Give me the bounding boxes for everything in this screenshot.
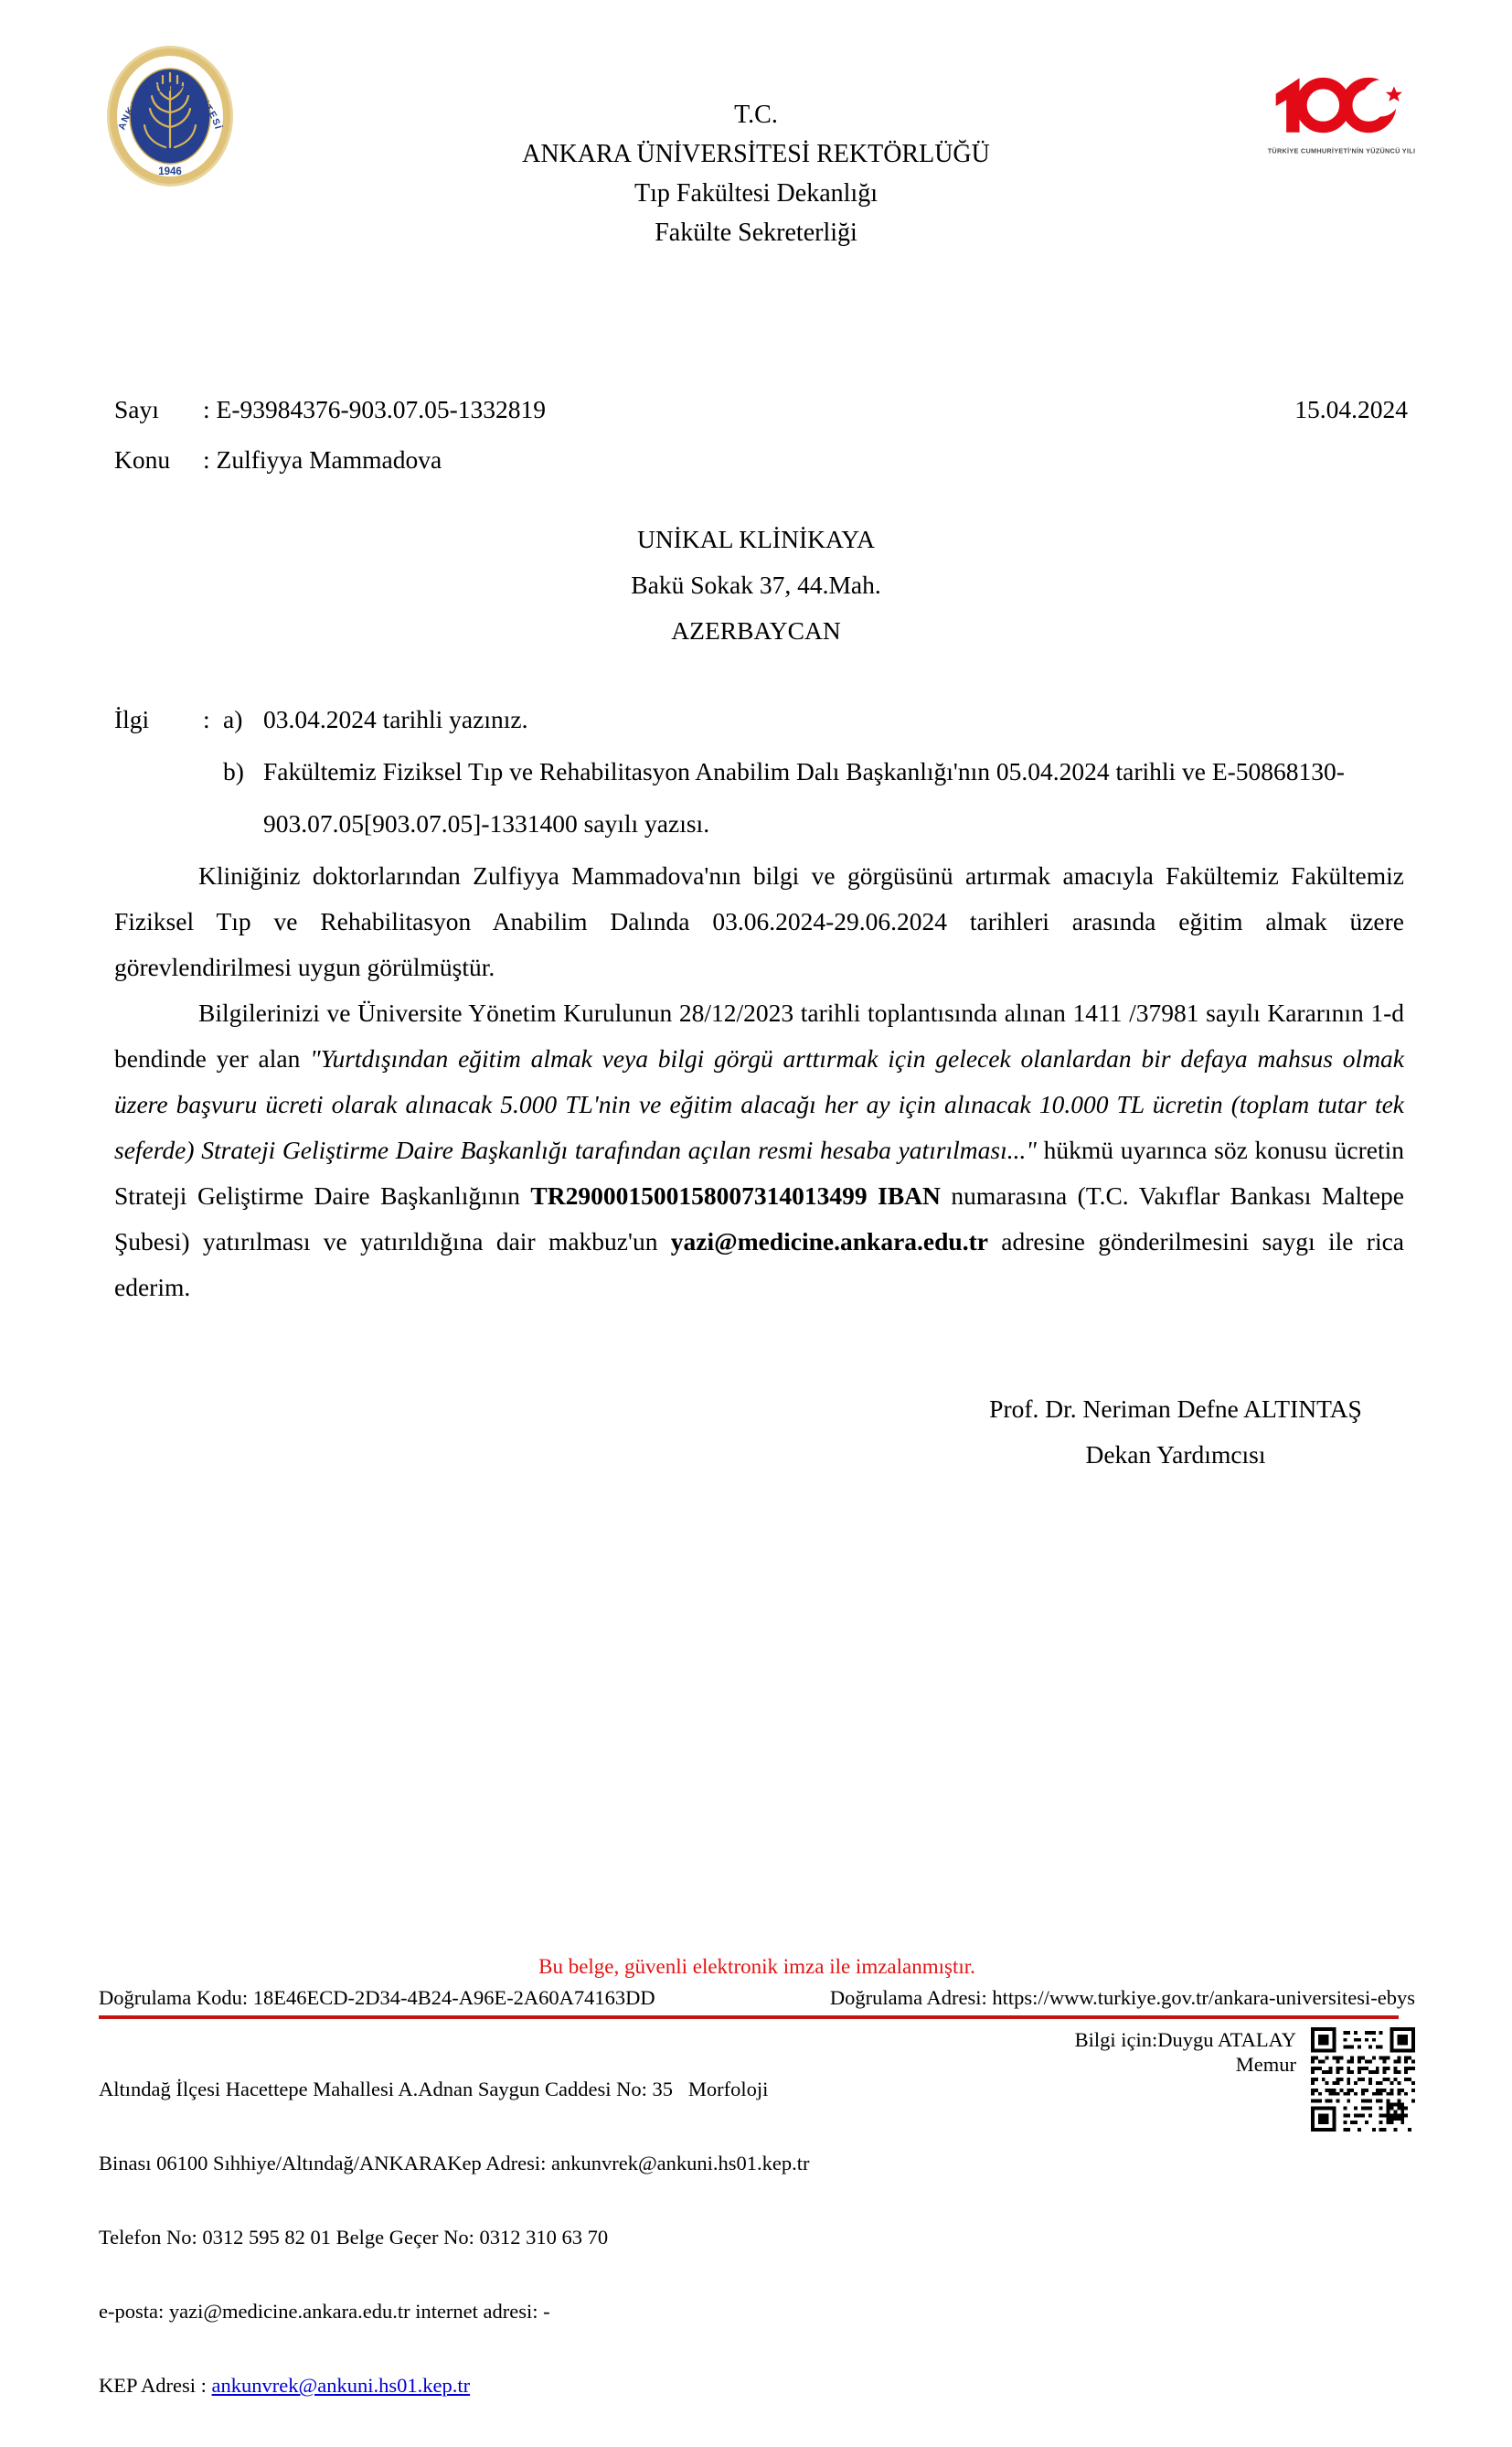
- footer: [99, 1955, 1415, 2447]
- ilgi-marker: b): [223, 757, 244, 785]
- footer-bottom: [99, 2027, 1415, 2447]
- text-segment: Kliniğiniz doktorlarından Zulfiyya Mammadova'nın bilgi ve görgüsünü artırmak amacıyla Fakültemiz Fakültemiz Fiziksel Tıp ve Rehabilitasyon Anabilim Dalında 03.06.2024-29.06.2024 tarihleri arasında eğitim almak üzere görevlendirilmesi uygun görülmüştür.: [114, 861, 1404, 981]
- footer-divider: [99, 2015, 1399, 2019]
- kep-row: [99, 2373, 1075, 2398]
- header-unit: Fakülte Sekreterliği: [655, 219, 857, 247]
- document-date: 15.04.2024: [1294, 395, 1408, 423]
- footer-contact-block: [1075, 2027, 1311, 2077]
- text-segment: hükmü uyarınca söz konusu ücretin Strateji Geliştirme Daire Başkanlığının: [114, 1136, 1404, 1210]
- footer-address-line: Binası 06100 Sıhhiye/Altındağ/ANKARAKep Adresi: ankunvrek@ankuni.hs01.kep.tr: [99, 2152, 810, 2175]
- konu-value: : Zulfiyya Mammadova: [203, 445, 442, 474]
- text-segment: adresine gönderilmesini saygı ile rica ederim.: [114, 1227, 1404, 1301]
- ilgi-item-b: [203, 745, 1404, 850]
- sayi-label: Sayı: [114, 395, 159, 423]
- ilgi-colon: :: [203, 705, 210, 733]
- seal-ring-text: ANKARA ÜNİVERSİTESİ: [116, 82, 224, 132]
- konu-row: [114, 445, 1408, 475]
- footer-address-block: [99, 2027, 1075, 2447]
- sayi-value: : E-93984376-903.07.05-1332819: [203, 395, 547, 423]
- ilgi-marker: a): [223, 705, 243, 733]
- verification-code: Doğrulama Kodu: 18E46ECD-2D34-4B24-A96E-2A60A74163DD: [99, 1986, 655, 2009]
- ilgi-content: [203, 693, 1404, 850]
- centenary-logo-icon: [1267, 66, 1416, 168]
- ilgi-text: Fakültemiz Fiziksel Tıp ve Rehabilitasyon Anabilim Dalı Başkanlığı'nın 05.04.2024 tarihli ve E-50868130-903.07.05[903.07.05]-1331400 sayılı yazısı.: [263, 757, 1345, 838]
- ilgi-block: [114, 693, 1404, 850]
- paragraph-payment: [114, 990, 1404, 1310]
- sayi-row: [114, 395, 1408, 424]
- footer-address-line: Altındağ İlçesi Hacettepe Mahallesi A.Adnan Saygun Caddesi No: 35 Morfoloji: [99, 2078, 769, 2100]
- footer-address-line: Telefon No: 0312 595 82 01 Belge Geçer No: 0312 310 63 70: [99, 2226, 609, 2249]
- ilgi-label: İlgi: [114, 705, 150, 733]
- footer-address-line: e-posta: yazi@medicine.ankara.edu.tr internet adresi: -: [99, 2300, 550, 2323]
- qr-code: [1311, 2027, 1415, 2132]
- text-segment: numarasına (T.C. Vakıflar Bankası Maltepe Şubesi) yatırılması ve yatırıldığına dair makbuz'un: [114, 1181, 1404, 1256]
- verification-address: Doğrulama Adresi: https://www.turkiye.gov.tr/ankara-universitesi-ebys: [829, 1986, 1415, 2009]
- paragraph-assignment: [114, 853, 1404, 990]
- centenary-caption: TÜRKİYE CUMHURİYETİ'NİN YÜZÜNCÜ YILI: [1267, 146, 1416, 155]
- document-meta: [114, 395, 1408, 475]
- letter-body: [114, 853, 1404, 1310]
- recipient-name: UNİKAL KLİNİKAYA: [637, 525, 875, 553]
- header-org: ANKARA ÜNİVERSİTESİ REKTÖRLÜĞÜ: [522, 140, 990, 168]
- ilgi-item-a: [203, 693, 1404, 745]
- signatory-name: Prof. Dr. Neriman Defne ALTINTAŞ: [989, 1394, 1362, 1423]
- header-tc: T.C.: [734, 101, 778, 129]
- seal-year: 1946: [158, 166, 182, 177]
- email-address: yazi@medicine.ankara.edu.tr: [670, 1227, 988, 1256]
- contact-role: Memur: [1235, 2053, 1296, 2076]
- recipient-block: [0, 517, 1512, 654]
- contact-person: Bilgi için:Duygu ATALAY: [1074, 2028, 1296, 2051]
- text-segment-quoted: "Yurtdışından eğitim almak veya bilgi görgü arttırmak için gelecek olanlardan bir defaya mahsus olmak üzere başvuru ücreti olarak alınacak 5.000 TL'nin ve eğitim alacağı her ay için alınacak 10.000 TL ücretin (toplam tutar tek seferde) Strateji Geliştirme Daire Başkanlığı tarafından açılan resmi hesaba yatırılması...": [114, 1044, 1405, 1164]
- verification-row: [99, 1986, 1415, 2010]
- header-dept: Tıp Fakültesi Dekanlığı: [634, 179, 878, 208]
- recipient-country: AZERBAYCAN: [671, 616, 841, 645]
- signature-block: [929, 1386, 1422, 1478]
- recipient-address: Bakü Sokak 37, 44.Mah.: [631, 571, 881, 599]
- kep-label: KEP Adresi :: [99, 2374, 212, 2397]
- text-segment: Bilgilerinizi ve Üniversite Yönetim Kurulunun 28/12/2023 tarihli toplantısında alınan 1411 /37981 sayılı Kararının 1-d bendinde yer alan: [114, 999, 1404, 1073]
- signatory-title: Dekan Yardımcısı: [1085, 1440, 1266, 1469]
- esign-notice: Bu belge, güvenli elektronik imza ile imzalanmıştır.: [538, 1955, 975, 1978]
- kep-link[interactable]: ankunvrek@ankuni.hs01.kep.tr: [211, 2374, 471, 2397]
- ilgi-text: 03.04.2024 tarihli yazınız.: [263, 705, 528, 733]
- konu-label: Konu: [114, 445, 171, 474]
- iban-number: TR290001500158007314013499 IBAN: [530, 1181, 941, 1210]
